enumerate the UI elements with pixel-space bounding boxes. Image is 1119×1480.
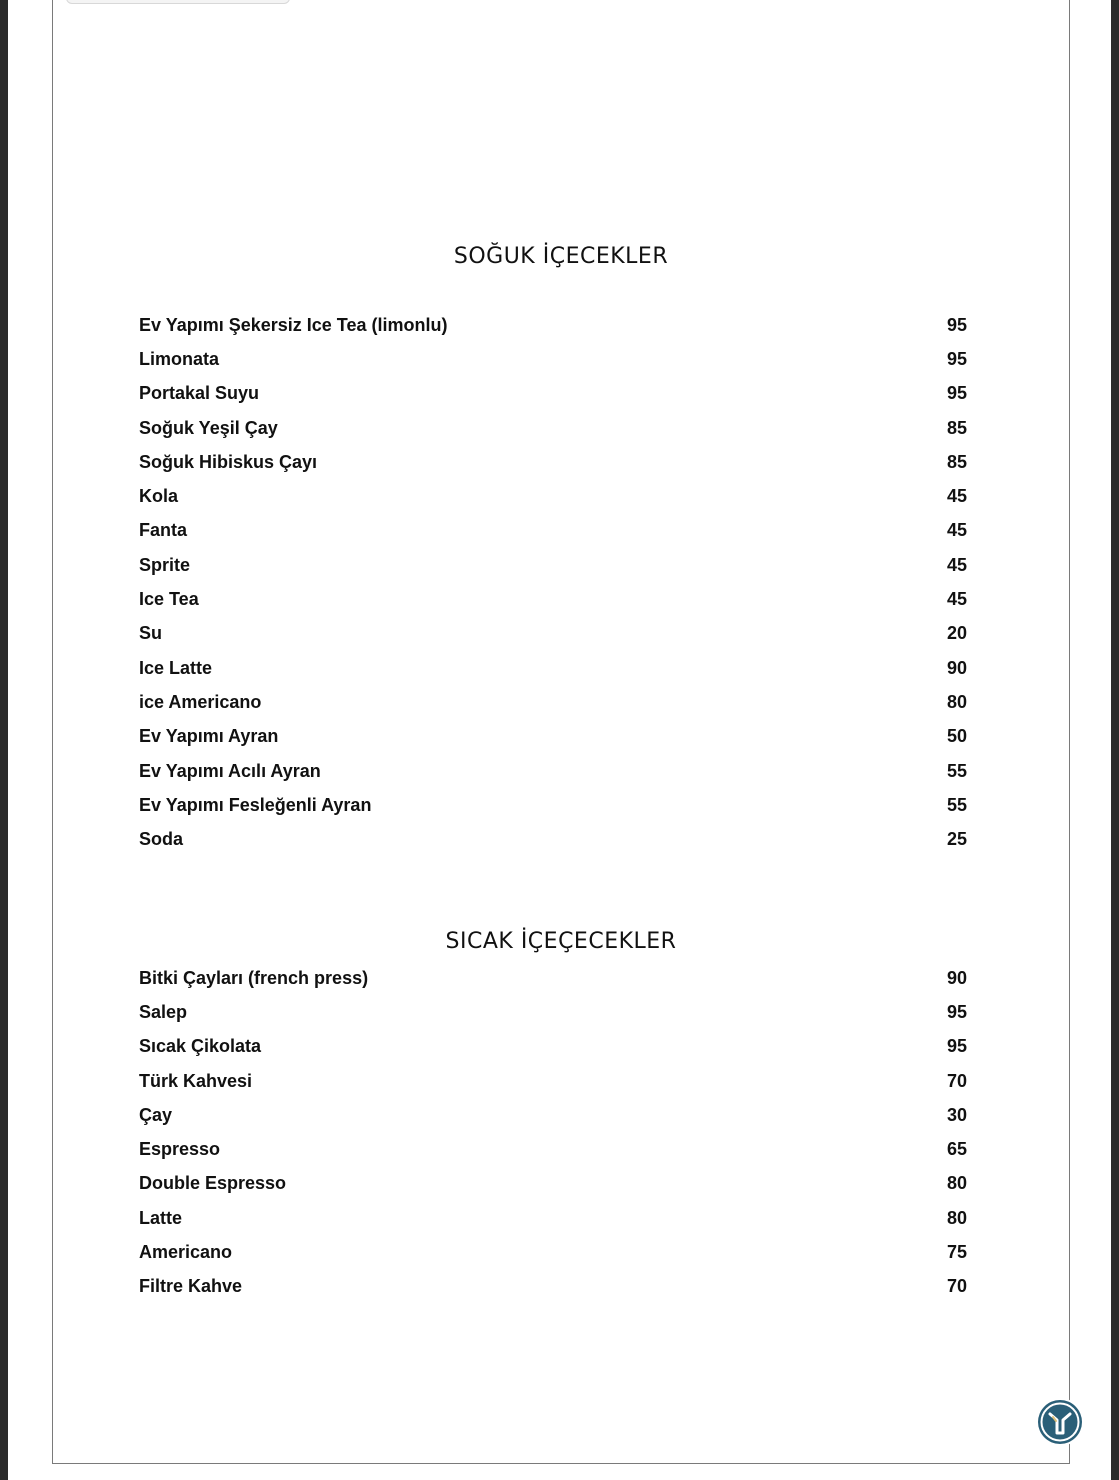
menu-item [139, 961, 967, 995]
menu-item-price: 80 [946, 1207, 967, 1228]
menu-item-name: Soğuk Yeşil Çay [139, 417, 278, 438]
menu-item-name: Sprite [139, 554, 191, 575]
menu-item-price: 95 [946, 314, 967, 335]
menu-item-price: 45 [946, 589, 967, 610]
menu-item [139, 342, 967, 376]
menu-item-price: 90 [946, 967, 967, 988]
menu-item-price: 95 [946, 1001, 967, 1022]
menu-item-name: Ev Yapımı Fesleğenli Ayran [139, 794, 372, 815]
menu-item [139, 479, 967, 513]
menu-item [139, 411, 967, 445]
menu-item-name: Limonata [139, 348, 220, 369]
menu-item-name: Double Espresso [139, 1173, 287, 1194]
menu-item-price: 95 [946, 383, 967, 404]
menu-item-name: Bitki Çayları (french press) [139, 967, 369, 988]
menu-item [139, 1064, 967, 1098]
menu-item-price: 45 [946, 520, 967, 541]
menu-item-price: 80 [946, 691, 967, 712]
menu-item-price: 95 [946, 348, 967, 369]
menu-item-price: 55 [946, 794, 967, 815]
menu-item-price: 95 [946, 1036, 967, 1057]
menu-item-name: Espresso [139, 1139, 221, 1160]
menu-item-name: Ice Tea [139, 589, 199, 610]
menu-item [139, 754, 967, 788]
menu-item [139, 308, 967, 342]
hanger-app-icon-graphic [1035, 1397, 1085, 1447]
menu-item [139, 1132, 967, 1166]
menu-item [139, 1167, 967, 1201]
cold-drinks-list [139, 308, 967, 857]
menu-item [139, 1098, 967, 1132]
menu-item-price: 25 [946, 829, 967, 850]
menu-item [139, 1235, 967, 1269]
menu-item [139, 617, 967, 651]
menu-item [139, 1270, 967, 1304]
menu-item-name: Latte [139, 1207, 183, 1228]
menu-item [139, 822, 967, 856]
menu-item-name: Ev Yapımı Acılı Ayran [139, 760, 321, 781]
menu-item-name: Kola [139, 486, 179, 507]
menu-item-name: ice Americano [139, 691, 262, 712]
menu-item-name: Soda [139, 829, 184, 850]
menu-item-price: 85 [946, 417, 967, 438]
menu-item-name: Filtre Kahve [139, 1276, 243, 1297]
menu-item [139, 582, 967, 616]
menu-item-name: Ice Latte [139, 657, 213, 678]
hanger-app-icon[interactable] [1035, 1397, 1085, 1447]
menu-item-name: Soğuk Hibiskus Çayı [139, 451, 318, 472]
hot-drinks-list [139, 961, 967, 1304]
menu-item-price: 65 [946, 1139, 967, 1160]
menu-item-name: Salep [139, 1001, 188, 1022]
menu-item [139, 720, 967, 754]
viewer-left-edge [0, 0, 8, 1480]
menu-item [139, 1201, 967, 1235]
menu-item-price: 20 [946, 623, 967, 644]
menu-item [139, 377, 967, 411]
menu-item-price: 70 [946, 1070, 967, 1091]
menu-item-price: 30 [946, 1104, 967, 1125]
menu-item-name: Çay [139, 1104, 173, 1125]
menu-item-price: 70 [946, 1276, 967, 1297]
menu-item [139, 514, 967, 548]
menu-item-price: 55 [946, 760, 967, 781]
menu-item-name: Americano [139, 1242, 233, 1263]
menu-item-price: 45 [946, 554, 967, 575]
menu-item-price: 85 [946, 451, 967, 472]
menu-item [139, 651, 967, 685]
menu-item-name: Portakal Suyu [139, 383, 260, 404]
menu-item-price: 75 [946, 1242, 967, 1263]
viewer-right-edge [1111, 0, 1119, 1480]
menu-item [139, 685, 967, 719]
menu-item-name: Türk Kahvesi [139, 1070, 253, 1091]
menu-item-name: Ev Yapımı Şekersiz Ice Tea (limonlu) [139, 314, 448, 335]
menu-item [139, 995, 967, 1029]
menu-item-price: 50 [946, 726, 967, 747]
menu-item [139, 788, 967, 822]
menu-item-name: Sıcak Çikolata [139, 1036, 262, 1057]
menu-item-name: Su [139, 623, 163, 644]
hot-drinks-title: SICAK İÇEÇECEKLER [445, 929, 677, 954]
page-tab [66, 0, 290, 4]
menu-item-price: 80 [946, 1173, 967, 1194]
cold-drinks-title: SOĞUK İÇECEKLER [453, 244, 669, 269]
menu-item [139, 548, 967, 582]
menu-item [139, 1030, 967, 1064]
menu-item-price: 45 [946, 486, 967, 507]
menu-item-name: Ev Yapımı Ayran [139, 726, 279, 747]
menu-item-name: Fanta [139, 520, 188, 541]
menu-item-price: 90 [946, 657, 967, 678]
menu-item [139, 445, 967, 479]
